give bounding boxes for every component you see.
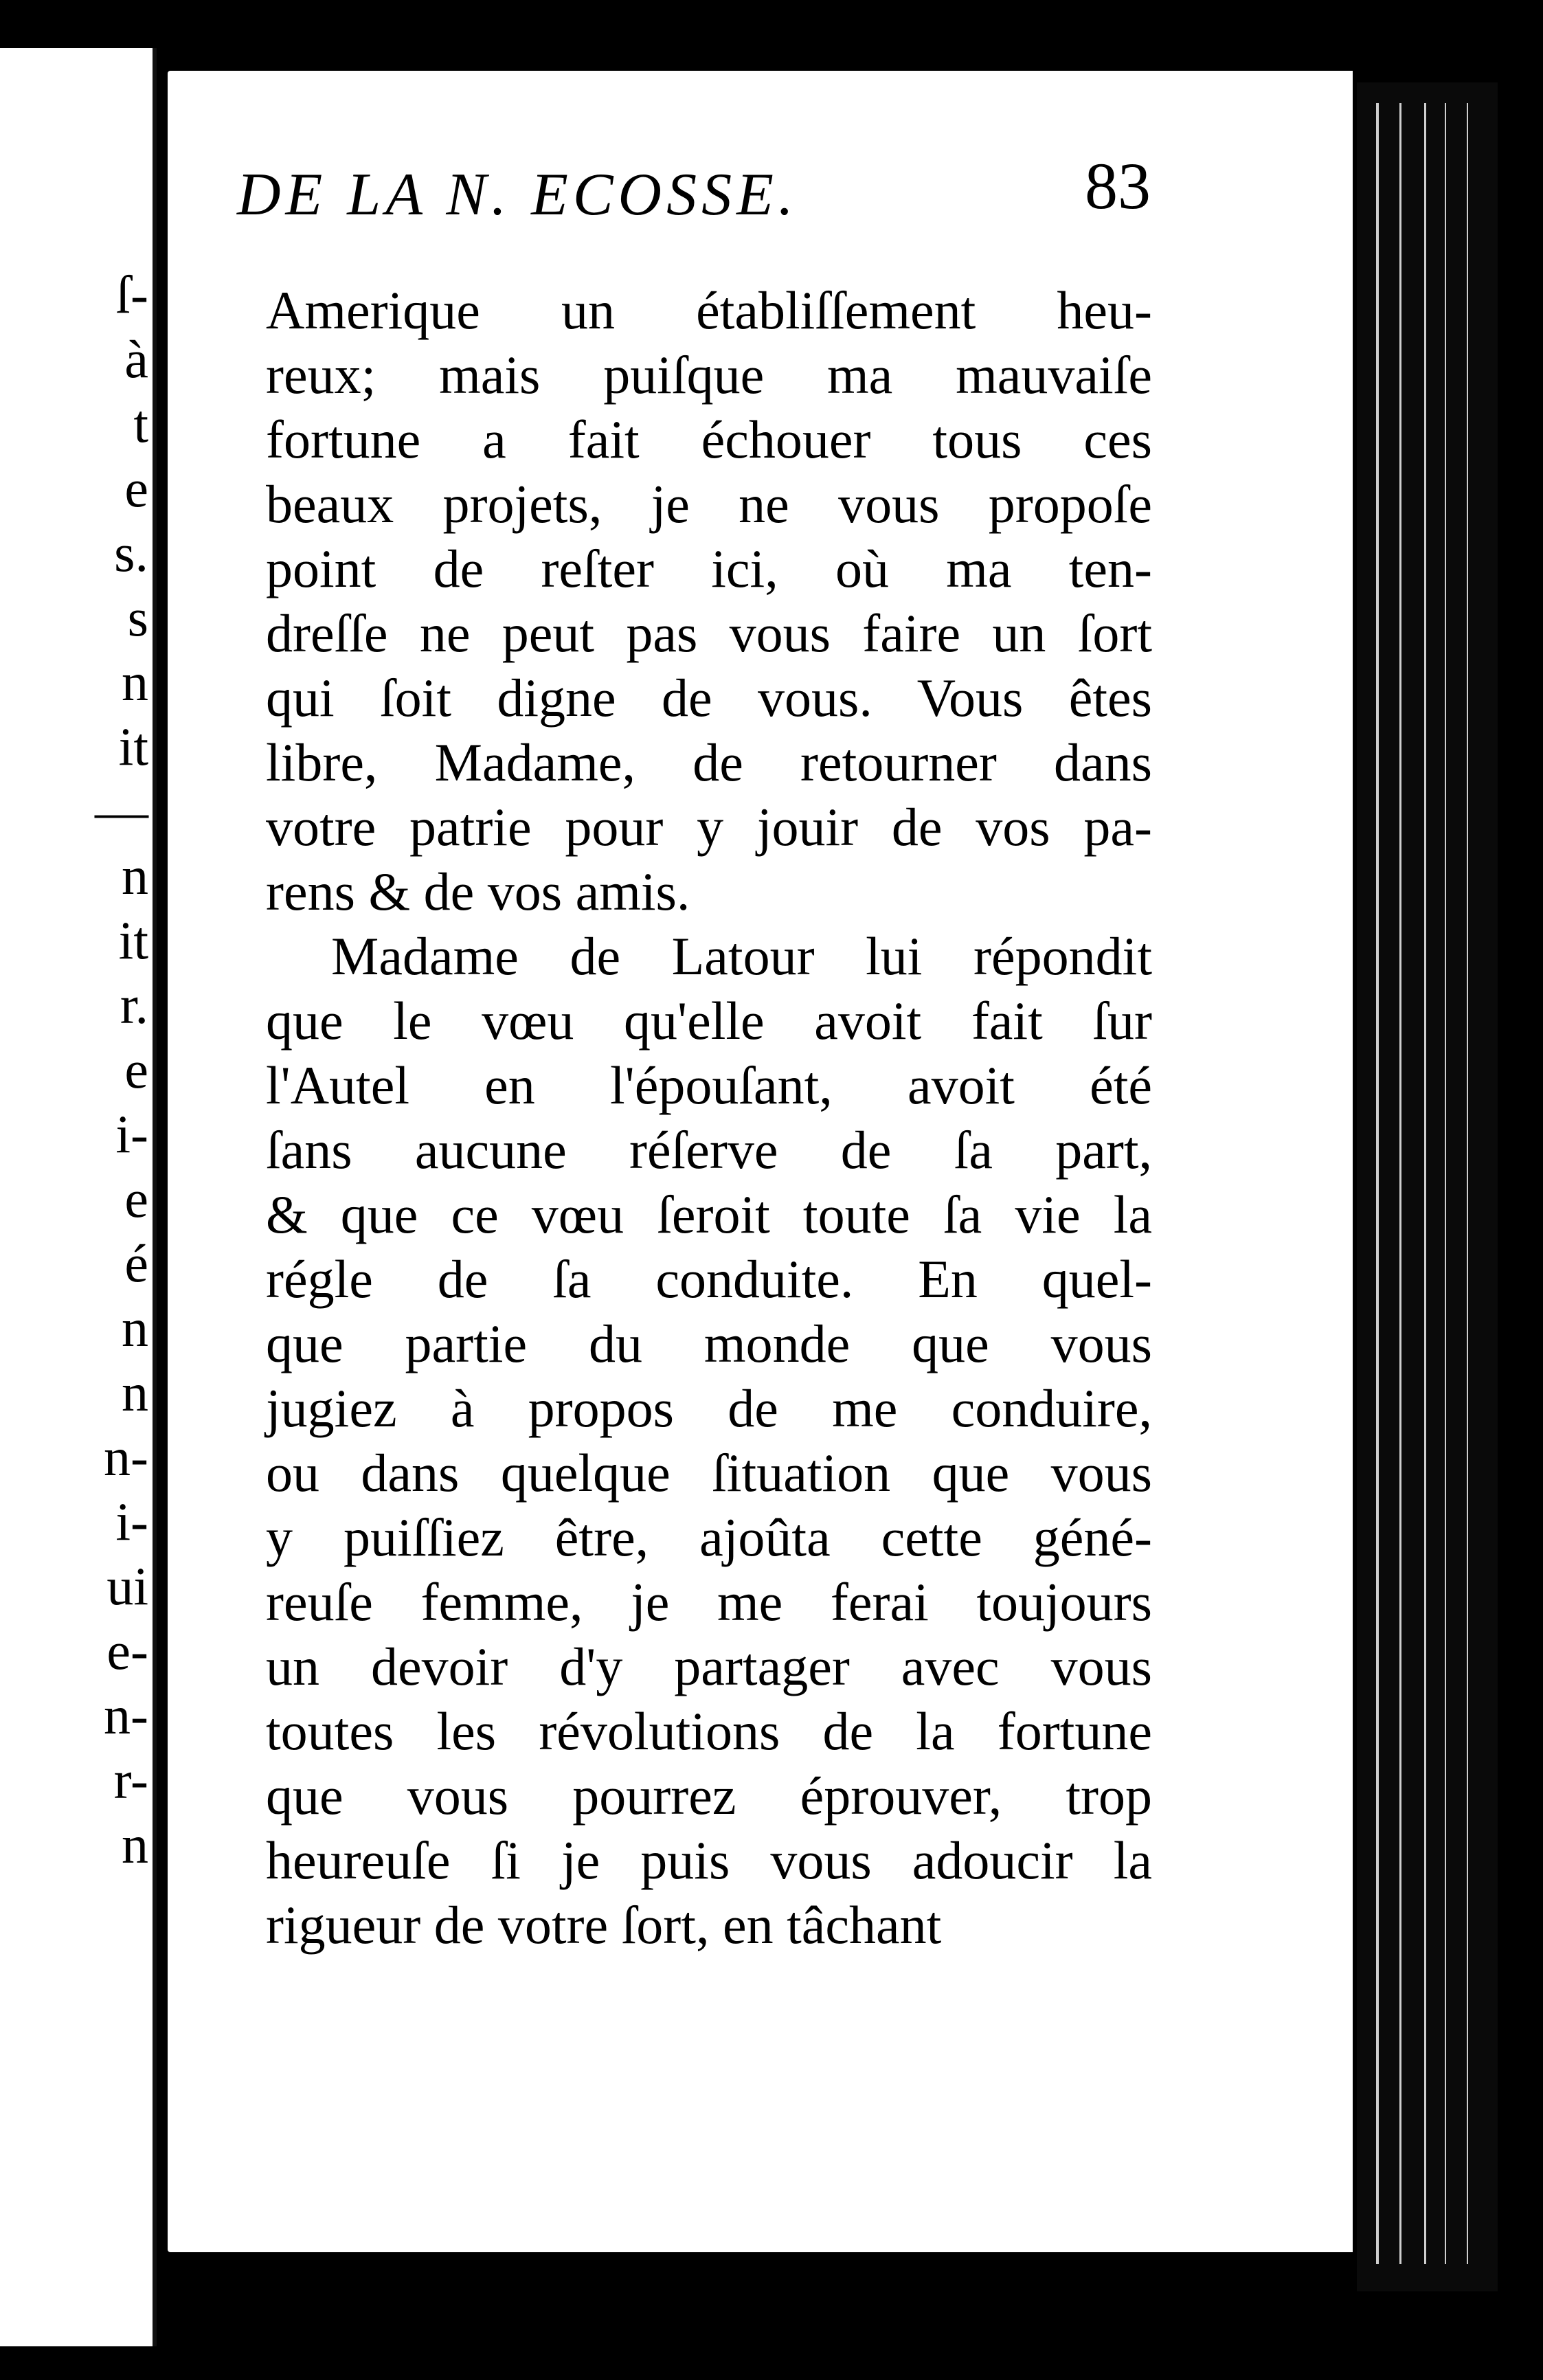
text-line: que partie du monde que vous [266,1314,1152,1373]
page-number: 83 [1085,149,1151,223]
text-line: libre, Madame, de retourner dans [266,732,1152,792]
left-page-fragment: — [95,781,148,841]
left-page-fragment: n [122,1298,148,1358]
left-page-fragment: i- [115,1492,148,1551]
paragraph [266,924,1152,1957]
text-line: & que ce vœu ſeroit toute ſa vie la [266,1185,1152,1244]
text-line: ou dans quelque ſituation que vous [266,1443,1152,1503]
left-page-fragment: n [122,1815,148,1874]
paragraph [266,278,1152,924]
page-edge-line [1467,103,1468,2264]
page-edge-line [1376,103,1379,2264]
left-page-fragment: r. [120,975,148,1035]
left-page-fragment: i- [115,1104,148,1164]
text-line: ſans aucune réſerve de ſa part, [266,1120,1152,1180]
page-edge-line [1399,103,1401,2264]
text-line: heureuſe ſi je puis vous adoucir la [266,1830,1152,1890]
text-line: toutes les révolutions de la fortune [266,1701,1152,1761]
left-page-fragment: t [133,394,148,453]
text-line: régle de ſa conduite. En quel- [266,1249,1152,1309]
text-line: jugiez à propos de me conduire, [266,1378,1152,1438]
left-page-fragment: e- [106,1621,148,1681]
left-page-fragment: n [122,652,148,712]
left-page-fragment: e [124,1040,148,1099]
left-page-fragment: e [124,1169,148,1228]
left-page-fragment: s. [114,523,148,583]
text-line: votre patrie pour y jouir de vos pa- [266,797,1152,857]
left-page-fragment: à [124,329,148,389]
text-line: que vous pourrez éprouver, trop [266,1766,1152,1826]
text-line: dreſſe ne peut pas vous faire un ſort [266,603,1152,663]
text-line: fortune a fait échouer tous ces [266,409,1152,469]
left-page-fragment: n [122,1362,148,1422]
running-head [237,148,1151,237]
left-page-fragment: n- [104,1427,148,1487]
book-edge [1357,82,1498,2291]
left-page-fragment: s [127,587,148,647]
left-page-fragment: ſ- [115,265,148,324]
left-page-fragment: it [118,717,148,776]
page-edge-line [1424,103,1426,2264]
text-line: l'Autel en l'épouſant, avoit été [266,1055,1152,1115]
left-page-fragment: é [124,1233,148,1293]
page-edge-line [1445,103,1446,2264]
text-line: Madame de Latour lui répondit [331,926,1152,986]
text-line: rens & de vos amis. [266,862,690,921]
left-page-fragment: r- [113,1750,148,1810]
text-line: reux; mais puiſque ma mauvaiſe [266,345,1152,405]
text-line: rigueur de votre ſort, en tâchant [266,1895,942,1955]
text-line: reuſe femme, je me ferai toujours [266,1572,1152,1632]
left-page-fragment: n- [104,1685,148,1745]
left-page-fragment: ui [106,1556,148,1616]
text-line: que le vœu qu'elle avoit fait ſur [266,991,1152,1051]
body-text [266,278,1152,1957]
text-line: point de reſter ici, où ma ten- [266,539,1152,598]
text-line: un devoir d'y partager avec vous [266,1637,1152,1696]
left-page-fragment: n [122,846,148,906]
text-line: beaux projets, je ne vous propoſe [266,474,1152,534]
text-line: Amerique un établiſſement heu- [266,280,1152,340]
text-line: qui ſoit digne de vous. Vous êtes [266,668,1152,728]
text-line: y puiſſiez être, ajoûta cette géné- [266,1507,1152,1567]
running-head-title: DE LA N. ECOSSE. [237,161,798,228]
left-page-fragment: it [118,910,148,970]
left-page-fragment: e [124,458,148,518]
left-page-margin [0,48,157,2346]
